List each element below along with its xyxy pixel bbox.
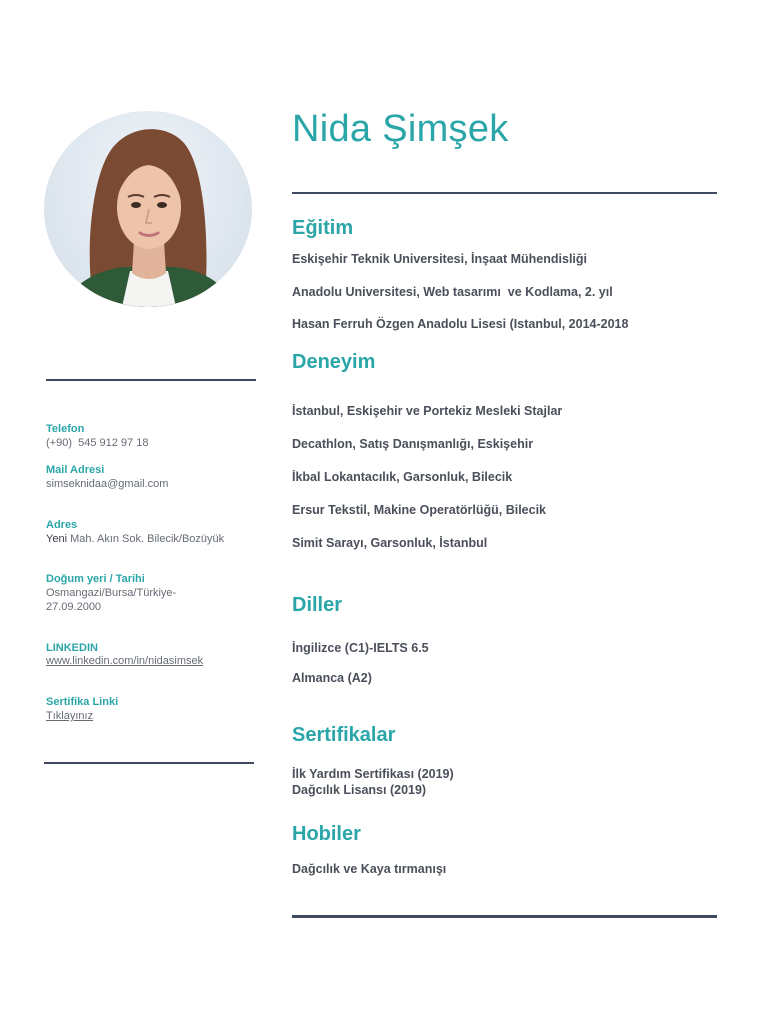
birth-label: Doğum yeri / Tarihi — [46, 573, 145, 585]
sidebar-top-divider — [46, 379, 256, 381]
linkedin-label: LINKEDIN — [46, 642, 98, 654]
education-title: Eğitim — [292, 217, 354, 239]
name-divider — [292, 192, 717, 194]
address-value — [46, 532, 224, 546]
hobby-item: Dağcılık ve Kaya tırmanışı — [292, 862, 447, 876]
address-label: Adres — [46, 519, 78, 531]
address-bold: Yeni — [46, 533, 68, 545]
education-item: Anadolu Universitesi, Web tasarımı ve Kodlama, 2. yıl — [292, 285, 613, 299]
experience-item: Decathlon, Satış Danışmanlığı, Eskişehir — [292, 437, 534, 451]
language-item: İngilizce (C1)-IELTS 6.5 — [292, 641, 429, 655]
experience-item: Simit Sarayı, Garsonluk, İstanbul — [292, 536, 488, 550]
education-item: Eskişehir Teknik Universitesi, İnşaat Mühendisliği — [292, 252, 588, 266]
experience-item: İkbal Lokantacılık, Garsonluk, Bilecik — [292, 470, 513, 484]
address-rest: Mah. Akın Sok. Bilecik/Bozüyük — [67, 533, 225, 545]
certificate-item: İlk Yardım Sertifikası (2019) — [292, 767, 454, 781]
language-item: Almanca (A2) — [292, 671, 372, 685]
candidate-name: Nida Şimşek — [292, 108, 509, 150]
experience-item: İstanbul, Eskişehir ve Portekiz Mesleki Stajlar — [292, 404, 563, 418]
mail-label: Mail Adresi — [46, 464, 105, 476]
experience-item: Ersur Tekstil, Makine Operatörlüğü, Bilecik — [292, 503, 547, 517]
profile-photo — [44, 111, 252, 307]
phone-value: (+90) 545 912 97 18 — [46, 437, 149, 449]
linkedin-link[interactable]: www.linkedin.com/in/nidasimsek — [46, 655, 204, 667]
sidebar-bottom-divider — [44, 762, 254, 764]
certificate-link[interactable]: Tıklayınız — [46, 710, 94, 722]
certificate-item: Dağcılık Lisansı (2019) — [292, 783, 427, 797]
languages-title: Diller — [292, 594, 343, 616]
education-item: Hasan Ferruh Özgen Anadolu Lisesi (Istanbul, 2014-2018 — [292, 317, 629, 331]
birth-line-2: 27.09.2000 — [46, 601, 102, 613]
experience-title: Deneyim — [292, 351, 376, 373]
hobbies-title: Hobiler — [292, 823, 361, 845]
birth-line-1: Osmangazi/Bursa/Türkiye- — [46, 587, 177, 599]
footer-divider — [292, 915, 717, 918]
certificates-title: Sertifikalar — [292, 724, 396, 746]
phone-label: Telefon — [46, 423, 85, 435]
certificate-link-label: Sertifika Linki — [46, 696, 119, 708]
mail-value: simseknidaa@gmail.com — [46, 478, 169, 490]
portrait-illustration — [44, 111, 252, 307]
